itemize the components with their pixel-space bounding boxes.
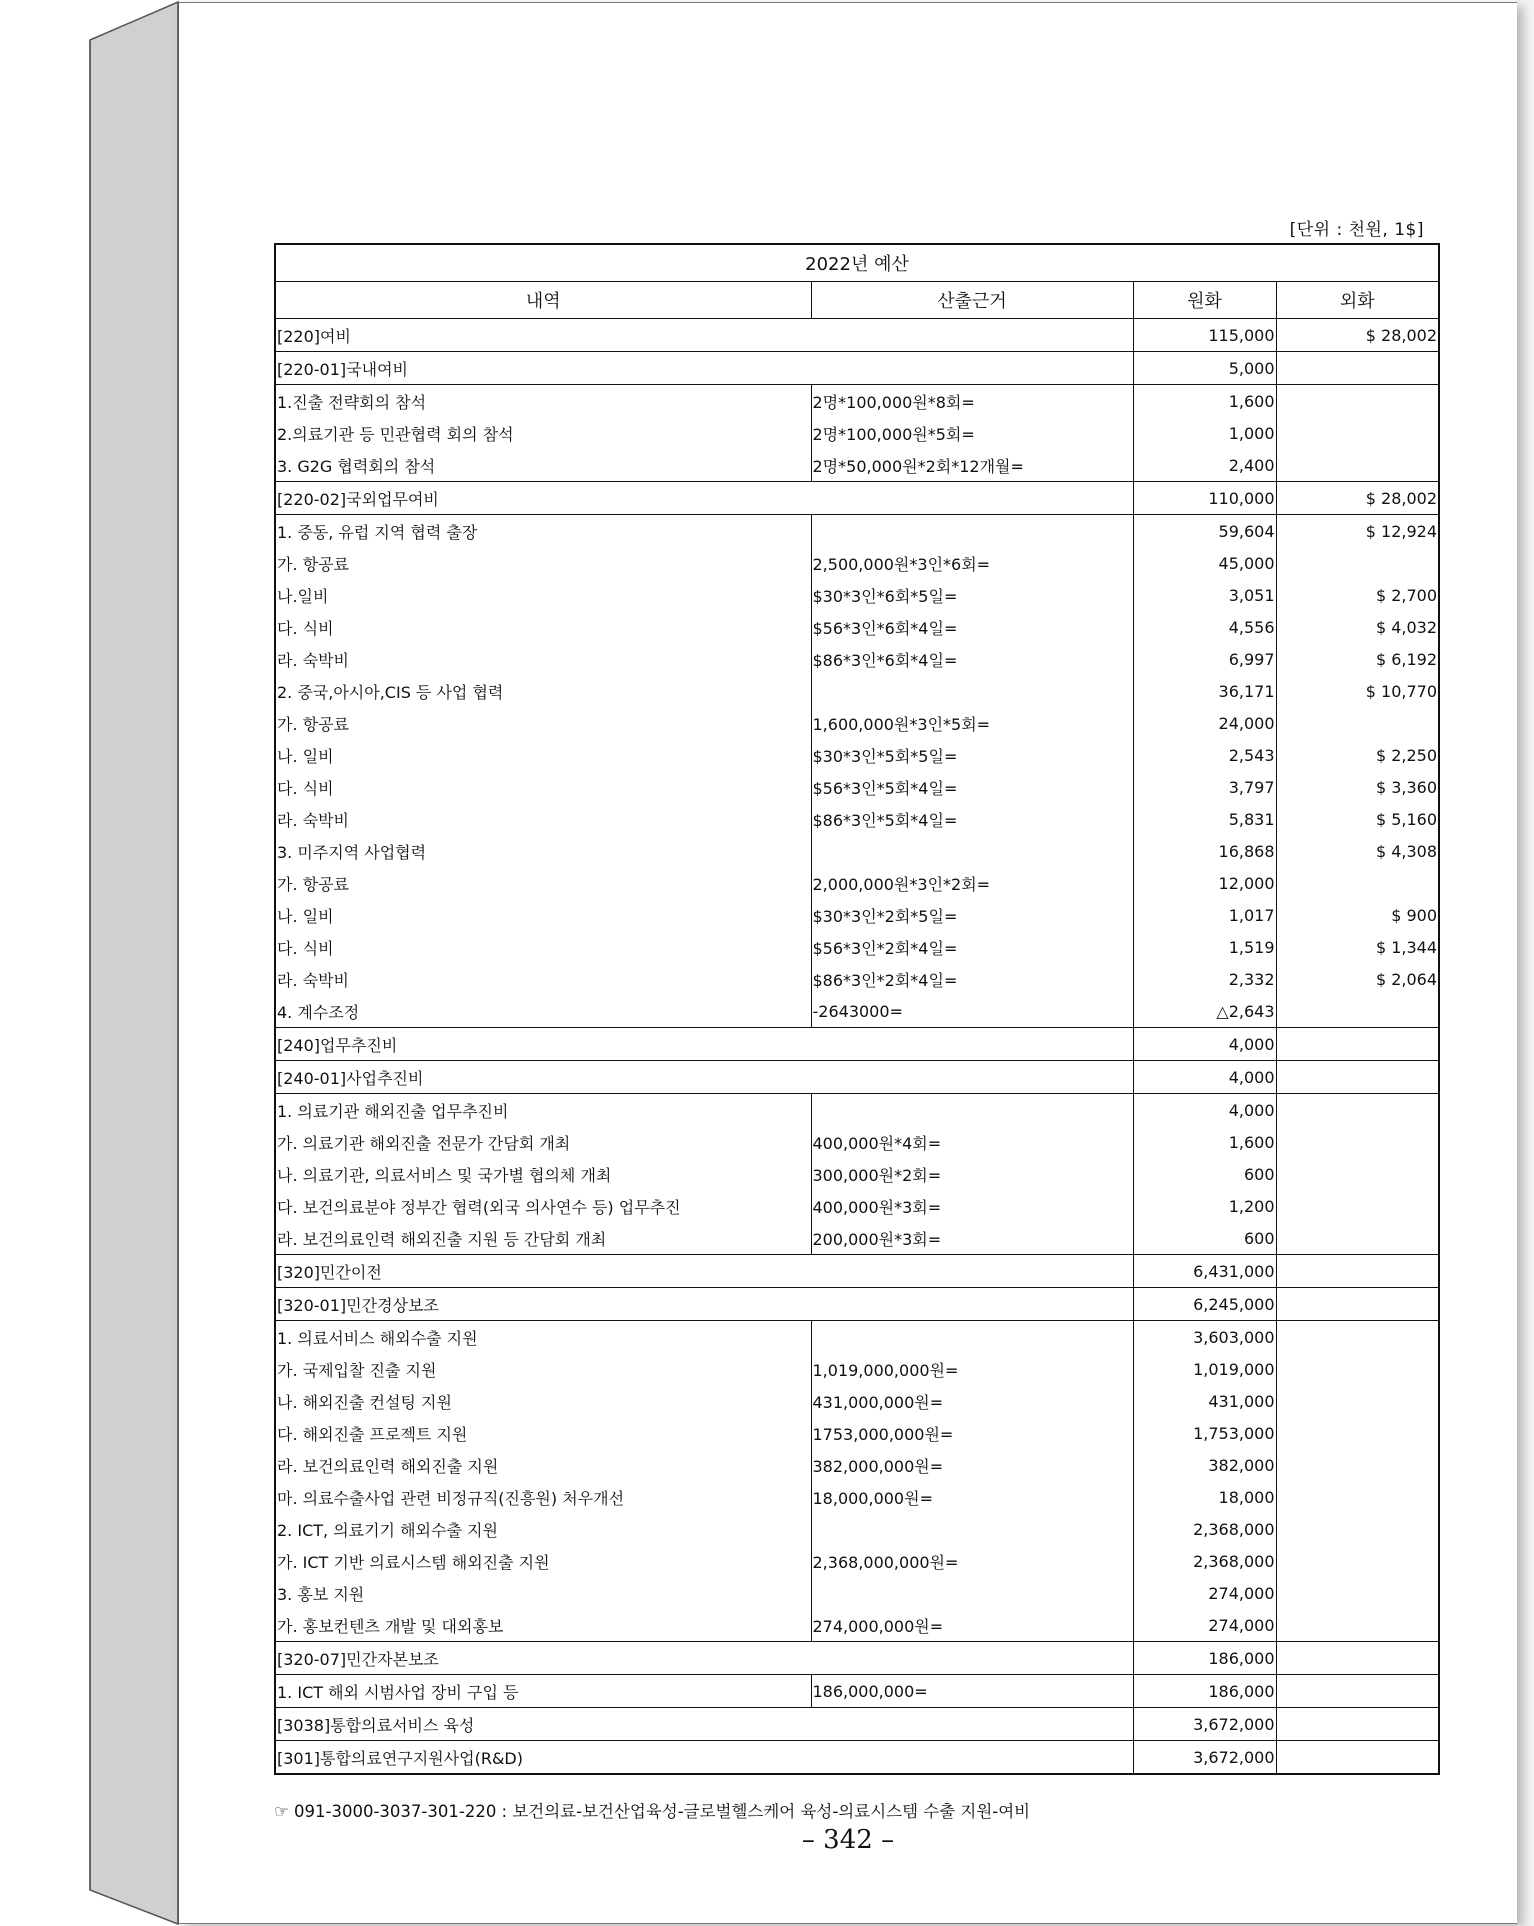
row-fx: $ 1,344 [1276, 931, 1439, 963]
row-item: [220-01]국내여비 [275, 352, 1133, 385]
row-fx: $ 2,250 [1276, 739, 1439, 771]
table-row [275, 899, 1439, 931]
table-row [275, 1417, 1439, 1449]
row-krw: 45,000 [1133, 547, 1276, 579]
row-basis: 2,000,000원*3인*2회= [811, 867, 1133, 899]
table-row [275, 1642, 1439, 1675]
row-krw: 3,051 [1133, 579, 1276, 611]
row-krw: 16,868 [1133, 835, 1276, 867]
row-item: 1. ICT 해외 시범사업 장비 구입 등 [275, 1675, 811, 1708]
table-row [275, 675, 1439, 707]
row-fx [1276, 1481, 1439, 1513]
row-fx [1276, 1609, 1439, 1642]
table-row [275, 1255, 1439, 1288]
table-row [275, 1061, 1439, 1094]
row-item: 라. 보건의료인력 해외진출 지원 등 간담회 개최 [277, 1229, 607, 1249]
row-item: [301]통합의료연구지원사업(R&D) [275, 1741, 1133, 1775]
row-krw: 431,000 [1133, 1385, 1276, 1417]
row-krw: 2,368,000 [1133, 1545, 1276, 1577]
row-krw: 115,000 [1133, 319, 1276, 352]
row-fx [1276, 1577, 1439, 1609]
row-basis: $86*3인*6회*4일= [811, 643, 1133, 675]
row-basis: -2643000= [811, 995, 1133, 1028]
row-basis: 274,000,000원= [811, 1609, 1133, 1642]
row-item: 다. 식비 [277, 938, 334, 958]
table-row [275, 1609, 1439, 1642]
row-item: 다. 해외진출 프로젝트 지원 [277, 1424, 468, 1444]
row-fx: $ 28,002 [1276, 482, 1439, 515]
table-row [275, 771, 1439, 803]
row-basis: $56*3인*2회*4일= [811, 931, 1133, 963]
row-basis: 2,368,000,000원= [811, 1545, 1133, 1577]
table-row [275, 579, 1439, 611]
table-row [275, 1513, 1439, 1545]
document-page [178, 2, 1517, 1924]
row-fx [1276, 1255, 1439, 1288]
row-krw: 1,017 [1133, 899, 1276, 931]
row-item: [240-01]사업추진비 [275, 1061, 1133, 1094]
row-item: 2. 중국,아시아,CIS 등 사업 협력 [277, 682, 504, 702]
row-basis [811, 1513, 1133, 1545]
table-row [275, 515, 1439, 548]
row-krw: 186,000 [1133, 1642, 1276, 1675]
table-year-header: 2022년 예산 [275, 244, 1439, 282]
row-fx [1276, 707, 1439, 739]
row-item: [320-07]민간자본보조 [275, 1642, 1133, 1675]
row-fx [1276, 352, 1439, 385]
row-fx: $ 2,064 [1276, 963, 1439, 995]
table-row [275, 1353, 1439, 1385]
row-krw: 2,332 [1133, 963, 1276, 995]
row-item: 라. 숙박비 [277, 970, 349, 990]
row-krw: 600 [1133, 1222, 1276, 1255]
row-item: 나. 일비 [277, 906, 334, 926]
row-basis: $30*3인*5회*5일= [811, 739, 1133, 771]
row-fx [1276, 1545, 1439, 1577]
table-row [275, 1385, 1439, 1417]
table-row [275, 1708, 1439, 1741]
row-basis: $86*3인*5회*4일= [811, 803, 1133, 835]
row-basis: 431,000,000원= [811, 1385, 1133, 1417]
row-fx [1276, 1417, 1439, 1449]
table-row [275, 707, 1439, 739]
table-row [275, 1158, 1439, 1190]
row-fx: $ 12,924 [1276, 515, 1439, 548]
row-fx [1276, 1513, 1439, 1545]
row-krw: 18,000 [1133, 1481, 1276, 1513]
row-krw: 110,000 [1133, 482, 1276, 515]
row-basis: $30*3인*6회*5일= [811, 579, 1133, 611]
row-fx [1276, 1028, 1439, 1061]
row-item: [320-01]민간경상보조 [275, 1288, 1133, 1321]
row-item: 가. 항공료 [277, 554, 349, 574]
row-krw: 24,000 [1133, 707, 1276, 739]
table-row [275, 803, 1439, 835]
row-item: [320]민간이전 [275, 1255, 1133, 1288]
row-item: 2. ICT, 의료기기 해외수출 지원 [277, 1520, 498, 1540]
row-fx [1276, 995, 1439, 1028]
row-item: 4. 계수조정 [277, 1002, 360, 1022]
row-item: 가. 항공료 [277, 874, 349, 894]
header-krw: 원화 [1133, 282, 1276, 319]
row-krw: 382,000 [1133, 1449, 1276, 1481]
row-item: 가. 홍보컨텐츠 개발 및 대외홍보 [277, 1616, 504, 1636]
row-fx [1276, 1353, 1439, 1385]
row-krw: 3,672,000 [1133, 1708, 1276, 1741]
page-number: – 342 – [801, 1825, 895, 1855]
row-krw: △2,643 [1133, 995, 1276, 1028]
row-item: 가. ICT 기반 의료시스템 해외진출 지원 [277, 1552, 550, 1572]
row-basis [811, 1321, 1133, 1354]
row-item: 가. 항공료 [277, 714, 349, 734]
row-item: 마. 의료수출사업 관련 비정규직(진흥원) 처우개선 [277, 1488, 625, 1508]
table-row [275, 867, 1439, 899]
table-row [275, 1481, 1439, 1513]
row-item: 3. G2G 협력회의 참석 [277, 456, 436, 476]
row-item: 라. 숙박비 [277, 810, 349, 830]
table-row [275, 1449, 1439, 1481]
row-krw: 4,556 [1133, 611, 1276, 643]
row-basis: $56*3인*6회*4일= [811, 611, 1133, 643]
table-row [275, 1190, 1439, 1222]
row-krw: 186,000 [1133, 1675, 1276, 1708]
row-basis: 18,000,000원= [811, 1481, 1133, 1513]
row-basis: 300,000원*2회= [811, 1158, 1133, 1190]
row-item: [220-02]국외업무여비 [275, 482, 1133, 515]
row-krw: 274,000 [1133, 1609, 1276, 1642]
table-row [275, 449, 1439, 482]
row-basis: 200,000원*3회= [811, 1222, 1133, 1255]
table-row [275, 1321, 1439, 1354]
row-item: [220]여비 [275, 319, 1133, 352]
row-fx: $ 5,160 [1276, 803, 1439, 835]
unit-label: [단위 : 천원, 1$] [1289, 220, 1424, 240]
row-krw: 4,000 [1133, 1061, 1276, 1094]
row-basis: 1753,000,000원= [811, 1417, 1133, 1449]
row-fx [1276, 1321, 1439, 1354]
table-row [275, 417, 1439, 449]
row-item: 라. 숙박비 [277, 650, 349, 670]
row-item: [240]업무추진비 [275, 1028, 1133, 1061]
row-krw: 2,400 [1133, 449, 1276, 482]
row-fx [1276, 1126, 1439, 1158]
row-fx [1276, 1094, 1439, 1127]
row-krw: 1,519 [1133, 931, 1276, 963]
table-row [275, 963, 1439, 995]
row-basis [811, 515, 1133, 548]
row-item: 가. 의료기관 해외진출 전문가 간담회 개최 [277, 1133, 571, 1153]
row-basis: 1,019,000,000원= [811, 1353, 1133, 1385]
row-krw: 12,000 [1133, 867, 1276, 899]
row-item: 가. 국제입찰 진출 지원 [277, 1360, 437, 1380]
row-fx: $ 900 [1276, 899, 1439, 931]
header-item: 내역 [275, 282, 811, 319]
row-item: [3038]통합의료서비스 육성 [275, 1708, 1133, 1741]
row-item: 다. 식비 [277, 778, 334, 798]
row-basis: 2명*100,000원*5회= [811, 417, 1133, 449]
table-row [275, 739, 1439, 771]
row-basis: 400,000원*4회= [811, 1126, 1133, 1158]
row-krw: 274,000 [1133, 1577, 1276, 1609]
table-row [275, 835, 1439, 867]
row-krw: 1,200 [1133, 1190, 1276, 1222]
footnote: ☞ 091-3000-3037-301-220 : 보건의료-보건산업육성-글로벌헬스케어 육성-의료시스템 수출 지원-여비 [274, 1802, 1031, 1821]
row-fx: $ 4,032 [1276, 611, 1439, 643]
row-krw: 1,600 [1133, 1126, 1276, 1158]
row-basis: $30*3인*2회*5일= [811, 899, 1133, 931]
row-basis: $86*3인*2회*4일= [811, 963, 1133, 995]
row-fx [1276, 417, 1439, 449]
row-basis: 1,600,000원*3인*5회= [811, 707, 1133, 739]
header-fx: 외화 [1276, 282, 1439, 319]
row-item: 나.일비 [277, 586, 329, 606]
table-row [275, 547, 1439, 579]
row-krw: 6,245,000 [1133, 1288, 1276, 1321]
row-krw: 600 [1133, 1158, 1276, 1190]
row-fx [1276, 1061, 1439, 1094]
row-fx: $ 10,770 [1276, 675, 1439, 707]
table-row [275, 1741, 1439, 1775]
header-basis: 산출근거 [811, 282, 1133, 319]
row-krw: 1,000 [1133, 417, 1276, 449]
table-row [275, 1126, 1439, 1158]
row-basis [811, 1094, 1133, 1127]
row-fx: $ 28,002 [1276, 319, 1439, 352]
table-row [275, 1094, 1439, 1127]
row-item: 다. 보건의료분야 정부간 협력(외국 의사연수 등) 업무추진 [277, 1197, 681, 1217]
row-krw: 3,797 [1133, 771, 1276, 803]
table-row [275, 1675, 1439, 1708]
row-krw: 36,171 [1133, 675, 1276, 707]
row-item: 1.진출 전략회의 참석 [275, 385, 811, 418]
row-fx [1276, 547, 1439, 579]
table-row [275, 643, 1439, 675]
row-fx [1276, 1741, 1439, 1775]
row-basis: 2명*100,000원*8회= [811, 385, 1133, 418]
table-row [275, 1028, 1439, 1061]
table-row [275, 352, 1439, 385]
row-fx: $ 6,192 [1276, 643, 1439, 675]
row-item: 2.의료기관 등 민관협력 회의 참석 [277, 424, 514, 444]
row-krw: 6,997 [1133, 643, 1276, 675]
budget-table [274, 243, 1440, 1775]
row-item: 3. 홍보 지원 [277, 1584, 365, 1604]
row-basis [811, 835, 1133, 867]
row-krw: 2,543 [1133, 739, 1276, 771]
row-item: 나. 의료기관, 의료서비스 및 국가별 협의체 개최 [277, 1165, 612, 1185]
table-row [275, 319, 1439, 352]
table-row [275, 931, 1439, 963]
row-item: 1. 의료서비스 해외수출 지원 [275, 1321, 811, 1354]
row-krw: 5,831 [1133, 803, 1276, 835]
row-krw: 4,000 [1133, 1094, 1276, 1127]
row-krw: 1,600 [1133, 385, 1276, 418]
row-item: 3. 미주지역 사업협력 [277, 842, 427, 862]
row-item: 나. 해외진출 컨설팅 지원 [277, 1392, 452, 1412]
row-fx [1276, 867, 1439, 899]
table-body [275, 319, 1439, 1775]
table-row [275, 385, 1439, 418]
row-fx [1276, 1675, 1439, 1708]
row-fx [1276, 1190, 1439, 1222]
row-fx [1276, 1222, 1439, 1255]
table-row [275, 611, 1439, 643]
row-fx: $ 3,360 [1276, 771, 1439, 803]
table-row [275, 995, 1439, 1028]
row-krw: 2,368,000 [1133, 1513, 1276, 1545]
row-fx [1276, 1385, 1439, 1417]
table-row [275, 1545, 1439, 1577]
row-krw: 6,431,000 [1133, 1255, 1276, 1288]
row-fx: $ 4,308 [1276, 835, 1439, 867]
row-fx: $ 2,700 [1276, 579, 1439, 611]
row-krw: 4,000 [1133, 1028, 1276, 1061]
row-krw: 1,019,000 [1133, 1353, 1276, 1385]
row-basis: 2명*50,000원*2회*12개월= [811, 449, 1133, 482]
row-fx [1276, 1288, 1439, 1321]
row-basis: 186,000,000= [811, 1675, 1133, 1708]
row-fx [1276, 1642, 1439, 1675]
row-item: 다. 식비 [277, 618, 334, 638]
row-fx [1276, 1708, 1439, 1741]
row-basis: 2,500,000원*3인*6회= [811, 547, 1133, 579]
row-krw: 59,604 [1133, 515, 1276, 548]
row-basis [811, 1577, 1133, 1609]
row-item: 라. 보건의료인력 해외진출 지원 [277, 1456, 499, 1476]
row-krw: 1,753,000 [1133, 1417, 1276, 1449]
row-fx [1276, 449, 1439, 482]
table-row [275, 482, 1439, 515]
row-krw: 3,672,000 [1133, 1741, 1276, 1775]
table-row [275, 1288, 1439, 1321]
row-fx [1276, 1158, 1439, 1190]
row-fx [1276, 385, 1439, 418]
row-fx [1276, 1449, 1439, 1481]
table-row [275, 1577, 1439, 1609]
row-krw: 3,603,000 [1133, 1321, 1276, 1354]
row-krw: 5,000 [1133, 352, 1276, 385]
row-item: 나. 일비 [277, 746, 334, 766]
row-basis: $56*3인*5회*4일= [811, 771, 1133, 803]
row-basis [811, 675, 1133, 707]
row-item: 1. 의료기관 해외진출 업무추진비 [275, 1094, 811, 1127]
table-row [275, 1222, 1439, 1255]
row-basis: 382,000,000원= [811, 1449, 1133, 1481]
row-basis: 400,000원*3회= [811, 1190, 1133, 1222]
row-item: 1. 중동, 유럽 지역 협력 출장 [275, 515, 811, 548]
